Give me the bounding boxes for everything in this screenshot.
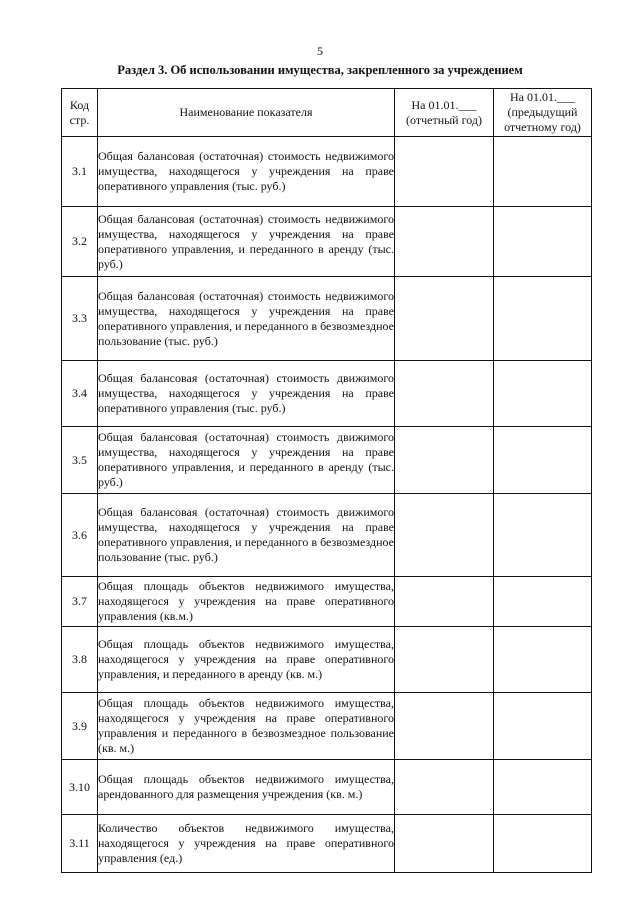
row-name: Общая площадь объектов недвижимого имущества, находящегося у учреждения на праве оперативного управления, и переданного в аренду (кв. м.) [98, 627, 395, 693]
row-current-value [395, 693, 494, 760]
row-previous-value [494, 577, 592, 627]
row-name: Количество объектов недвижимого имущества, находящегося у учреждения на праве оперативного управления (ед.) [98, 815, 395, 873]
row-code: 3.5 [62, 427, 98, 494]
row-name: Общая площадь объектов недвижимого имущества, находящегося у учреждения на праве оперативного управления (кв.м.) [98, 577, 395, 627]
row-previous-value [494, 207, 592, 277]
row-code: 3.7 [62, 577, 98, 627]
row-previous-value [494, 815, 592, 873]
row-code: 3.11 [62, 815, 98, 873]
header-previous-period [494, 89, 592, 137]
row-current-value [395, 760, 494, 815]
header-previous-label: (предыдущий отчетному год) [504, 105, 581, 134]
row-code: 3.2 [62, 207, 98, 277]
table-row [62, 577, 592, 627]
row-name: Общая площадь объектов недвижимого имущества, находящегося у учреждения на праве оперативного управления и переданного в безвозмездное пользование (кв. м.) [98, 693, 395, 760]
table-row [62, 207, 592, 277]
row-current-value [395, 577, 494, 627]
row-name: Общая балансовая (остаточная) стоимость недвижимого имущества, находящегося у учреждения на праве оперативного управления (тыс. руб.) [98, 137, 395, 207]
row-code: 3.3 [62, 277, 98, 361]
header-current-label: (отчетный год) [406, 112, 482, 127]
row-current-value [395, 277, 494, 361]
row-code: 3.8 [62, 627, 98, 693]
row-name: Общая балансовая (остаточная) стоимость движимого имущества, находящегося у учреждения на праве оперативного управления, и переданного в безвозмездное пользование (тыс. руб.) [98, 494, 395, 577]
row-current-value [395, 427, 494, 494]
row-code: 3.6 [62, 494, 98, 577]
page-number: 5 [317, 44, 323, 58]
row-previous-value [494, 494, 592, 577]
row-previous-value [494, 277, 592, 361]
table-row [62, 627, 592, 693]
row-name: Общая балансовая (остаточная) стоимость недвижимого имущества, находящегося у учреждения на праве оперативного управления, и переданного в безвозмездное пользование (тыс. руб.) [98, 277, 395, 361]
row-previous-value [494, 137, 592, 207]
section-title: Раздел 3. Об использовании имущества, закрепленного за учреждением [117, 63, 523, 77]
header-current-period [395, 89, 494, 137]
table-row [62, 494, 592, 577]
table-row [62, 361, 592, 427]
row-code: 3.4 [62, 361, 98, 427]
row-code: 3.9 [62, 693, 98, 760]
row-code: 3.1 [62, 137, 98, 207]
row-current-value [395, 627, 494, 693]
table-row [62, 760, 592, 815]
row-code: 3.10 [62, 760, 98, 815]
row-name: Общая балансовая (остаточная) стоимость движимого имущества, находящегося у учреждения на праве оперативного управления (тыс. руб.) [98, 361, 395, 427]
table-row [62, 137, 592, 207]
table-row [62, 427, 592, 494]
table-row [62, 277, 592, 361]
row-previous-value [494, 361, 592, 427]
row-current-value [395, 815, 494, 873]
row-previous-value [494, 427, 592, 494]
row-previous-value [494, 760, 592, 815]
row-name: Общая балансовая (остаточная) стоимость движимого имущества, находящегося у учреждения на праве оперативного управления, и переданного в аренду (тыс. руб.) [98, 427, 395, 494]
row-previous-value [494, 627, 592, 693]
row-current-value [395, 361, 494, 427]
table-header-row [62, 89, 592, 137]
row-name: Общая площадь объектов недвижимого имущества, арендованного для размещения учреждения (кв. м.) [98, 760, 395, 815]
header-current-date: На 01.01.___ [411, 97, 477, 112]
row-previous-value [494, 693, 592, 760]
table-row [62, 815, 592, 873]
property-usage-table [61, 88, 592, 873]
table-row [62, 693, 592, 760]
row-current-value [395, 137, 494, 207]
header-previous-date: На 01.01.___ [510, 90, 575, 104]
row-current-value [395, 494, 494, 577]
header-code: Код стр. [62, 89, 98, 137]
header-name: Наименование показателя [98, 89, 395, 137]
row-current-value [395, 207, 494, 277]
row-name: Общая балансовая (остаточная) стоимость недвижимого имущества, находящегося у учреждения на праве оперативного управления, и переданного в аренду (тыс. руб.) [98, 207, 395, 277]
